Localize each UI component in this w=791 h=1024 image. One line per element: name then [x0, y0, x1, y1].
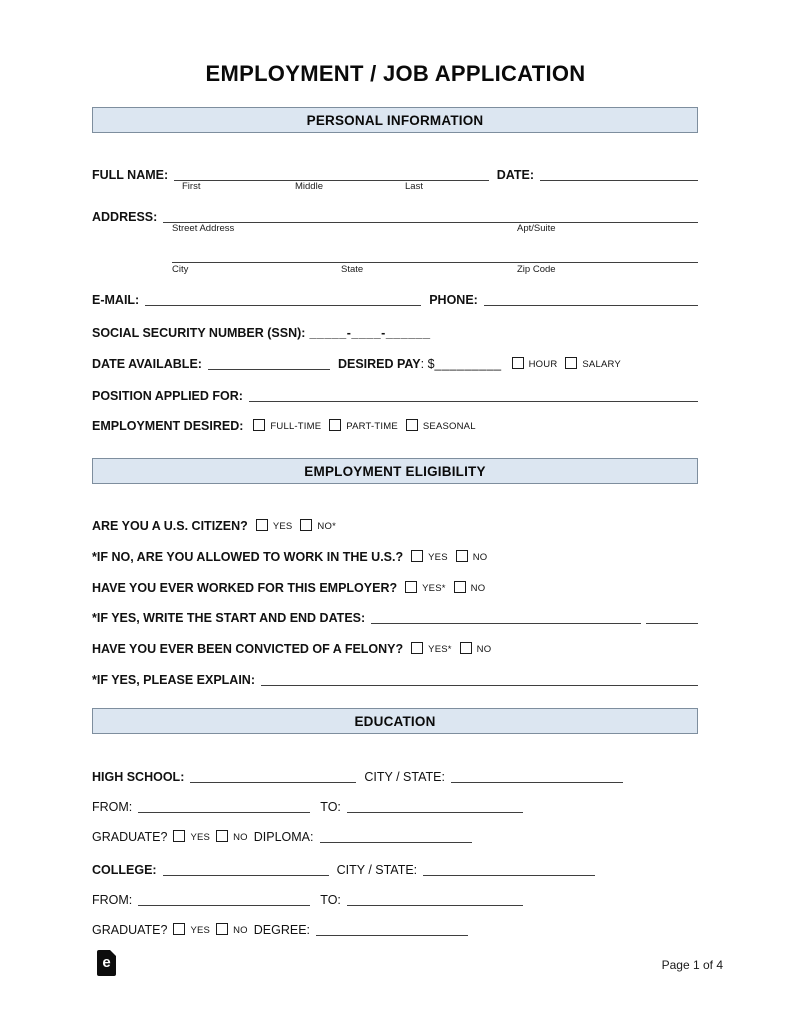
date-available-label: DATE AVAILABLE: [92, 356, 202, 371]
felony-question-label: HAVE YOU EVER BEEN CONVICTED OF A FELONY? [92, 641, 404, 656]
citizen-no-label: NO* [317, 520, 336, 532]
hs-graduate-no-checkbox[interactable] [216, 830, 228, 842]
start-end-dates-row [92, 606, 698, 624]
hs-to-field[interactable] [347, 795, 523, 813]
hs-city-state-label: CITY / STATE: [364, 769, 445, 784]
zip-sublabel: Zip Code [517, 264, 556, 275]
seasonal-label: SEASONAL [422, 420, 476, 432]
worked-yes-label: YES* [422, 582, 446, 594]
full-time-option [253, 419, 321, 432]
date-label: DATE: [496, 167, 534, 182]
hour-checkbox[interactable] [512, 357, 524, 369]
desired-pay-label: DESIRED PAY [337, 356, 421, 371]
hs-from-label: FROM: [92, 799, 133, 814]
college-to-field[interactable] [347, 888, 523, 906]
felony-yes-checkbox[interactable] [411, 642, 423, 654]
college-label: COLLEGE: [92, 862, 157, 877]
college-field[interactable] [163, 858, 329, 876]
ssn-label: SOCIAL SECURITY NUMBER (SSN): [92, 325, 306, 340]
address-row-2 [92, 245, 698, 263]
position-label: POSITION APPLIED FOR: [92, 388, 243, 403]
worked-no-option [454, 581, 486, 594]
ssn-field[interactable]: _____-____-______ [309, 325, 431, 340]
city-sublabel: City [172, 264, 189, 275]
email-label: E-MAIL: [92, 292, 140, 307]
street-address-field[interactable] [163, 205, 698, 223]
part-time-label: PART-TIME [346, 420, 398, 432]
section-header-education: EDUCATION [92, 708, 698, 734]
hs-graduate-yes-label: YES [190, 831, 211, 843]
full-name-field[interactable] [174, 163, 489, 181]
address-sublabels-2 [92, 264, 698, 276]
start-end-dates-field[interactable] [371, 606, 641, 624]
hs-graduate-yes-option [173, 830, 210, 843]
name-sublabels [92, 181, 698, 193]
full-name-date-row [92, 163, 698, 181]
college-graduate-no-checkbox[interactable] [216, 923, 228, 935]
hour-label: HOUR [528, 358, 558, 370]
allowed-yes-checkbox[interactable] [411, 550, 423, 562]
section-header-personal-information: PERSONAL INFORMATION [92, 107, 698, 133]
college-city-state-label: CITY / STATE: [336, 862, 418, 877]
phone-label: PHONE: [429, 292, 478, 307]
page-title: EMPLOYMENT / JOB APPLICATION [205, 61, 586, 86]
high-school-label: HIGH SCHOOL: [92, 769, 185, 784]
felony-question-row [92, 637, 698, 655]
allowed-yes-label: YES [428, 551, 448, 563]
allowed-no-option [456, 550, 488, 563]
college-from-to-row [92, 888, 698, 906]
position-row [92, 384, 698, 402]
college-graduate-yes-label: YES [190, 924, 211, 936]
explain-label: *IF YES, PLEASE EXPLAIN: [92, 672, 256, 687]
high-school-row [92, 765, 698, 783]
hs-from-to-row [92, 795, 698, 813]
position-applied-field[interactable] [249, 384, 698, 402]
salary-option [565, 357, 621, 370]
hs-graduate-no-label: NO [233, 831, 248, 843]
ssn-row [92, 321, 698, 339]
citizen-no-checkbox[interactable] [300, 519, 312, 531]
citizen-yes-label: YES [272, 520, 293, 532]
allowed-no-label: NO [472, 551, 488, 563]
eforms-logo-icon [97, 950, 116, 976]
city-state-zip-field[interactable] [172, 245, 698, 263]
middle-sublabel: Middle [295, 181, 323, 192]
felony-no-option [460, 642, 492, 655]
seasonal-option [406, 419, 476, 432]
worked-no-label: NO [470, 582, 486, 594]
allowed-question-label: *IF NO, ARE YOU ALLOWED TO WORK IN THE U.S.? [92, 549, 404, 564]
degree-field[interactable] [316, 918, 468, 936]
diploma-label: DIPLOMA: [253, 829, 314, 844]
citizen-yes-option [256, 519, 293, 532]
college-city-state-field[interactable] [423, 858, 595, 876]
apt-sublabel: Apt/Suite [517, 223, 556, 234]
citizen-question-label: ARE YOU A U.S. CITIZEN? [92, 518, 248, 533]
full-time-checkbox[interactable] [253, 419, 265, 431]
hs-city-state-field[interactable] [451, 765, 623, 783]
hs-graduate-no-option [216, 830, 248, 843]
college-graduate-row [92, 918, 698, 936]
salary-label: SALARY [582, 358, 621, 370]
allowed-question-row [92, 545, 698, 563]
college-graduate-label: GRADUATE? [92, 922, 168, 937]
email-field[interactable] [145, 288, 421, 306]
address-sublabels-1 [92, 223, 698, 235]
start-end-dates-label: *IF YES, WRITE THE START AND END DATES: [92, 610, 366, 625]
hs-from-field[interactable] [138, 795, 310, 813]
allowed-yes-option [411, 550, 448, 563]
allowed-no-checkbox[interactable] [456, 550, 468, 562]
start-end-dates-field-2[interactable] [646, 606, 698, 624]
desired-pay-field[interactable]: _________ [434, 356, 502, 371]
worked-yes-option [405, 581, 446, 594]
desired-pay-prefix: : $ [420, 356, 435, 371]
seasonal-checkbox[interactable] [406, 419, 418, 431]
date-available-row [92, 352, 698, 370]
state-sublabel: State [341, 264, 364, 275]
hs-to-label: TO: [320, 799, 341, 814]
part-time-option [329, 419, 398, 432]
last-sublabel: Last [405, 181, 423, 192]
college-to-label: TO: [320, 892, 341, 907]
felony-no-label: NO [476, 643, 492, 655]
street-sublabel: Street Address [172, 223, 235, 234]
hs-graduate-label: GRADUATE? [92, 829, 168, 844]
employment-desired-label: EMPLOYMENT DESIRED: [92, 418, 244, 433]
college-graduate-yes-option [173, 923, 210, 936]
hs-graduate-yes-checkbox[interactable] [173, 830, 185, 842]
date-available-field[interactable] [208, 352, 330, 370]
high-school-field[interactable] [190, 765, 356, 783]
explain-field[interactable] [261, 668, 698, 686]
full-name-label: FULL NAME: [92, 167, 169, 182]
college-from-field[interactable] [138, 888, 310, 906]
citizen-no-option [300, 519, 336, 532]
worked-no-checkbox[interactable] [454, 581, 466, 593]
degree-label: DEGREE: [253, 922, 311, 937]
address-row [92, 205, 698, 223]
worked-yes-checkbox[interactable] [405, 581, 417, 593]
college-graduate-no-label: NO [233, 924, 248, 936]
felony-no-checkbox[interactable] [460, 642, 472, 654]
citizen-yes-checkbox[interactable] [256, 519, 268, 531]
page-number-label: Page 1 of 4 [661, 958, 723, 972]
felony-yes-option [411, 642, 452, 655]
date-field[interactable] [540, 163, 698, 181]
college-graduate-yes-checkbox[interactable] [173, 923, 185, 935]
address-label: ADDRESS: [92, 209, 158, 224]
phone-field[interactable] [484, 288, 698, 306]
college-row [92, 858, 698, 876]
employment-desired-row [92, 414, 698, 432]
full-time-label: FULL-TIME [270, 420, 322, 432]
section-header-employment-eligibility: EMPLOYMENT ELIGIBILITY [92, 458, 698, 484]
part-time-checkbox[interactable] [329, 419, 341, 431]
hour-option [512, 357, 558, 370]
college-from-label: FROM: [92, 892, 133, 907]
diploma-field[interactable] [320, 825, 472, 843]
college-graduate-no-option [216, 923, 248, 936]
worked-question-label: HAVE YOU EVER WORKED FOR THIS EMPLOYER? [92, 580, 398, 595]
eforms-logo-letter: e [102, 954, 111, 971]
first-sublabel: First [182, 181, 201, 192]
hs-graduate-row [92, 825, 698, 843]
salary-checkbox[interactable] [565, 357, 577, 369]
explain-row [92, 668, 698, 686]
email-phone-row [92, 288, 698, 306]
felony-yes-label: YES* [428, 643, 452, 655]
citizen-question-row [92, 514, 698, 532]
worked-question-row [92, 576, 698, 594]
